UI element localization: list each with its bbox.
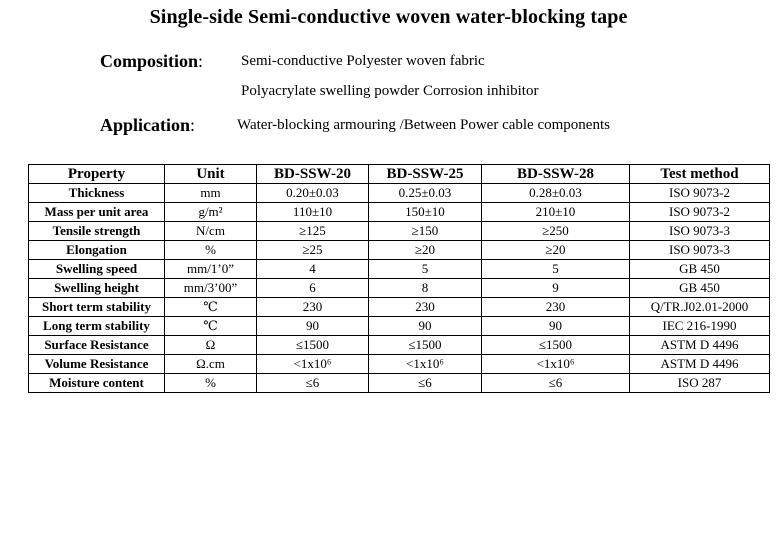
table-cell: IEC 216-1990 — [630, 317, 770, 336]
specification-table — [28, 164, 770, 393]
property-cell: Surface Resistance — [29, 336, 165, 355]
table-cell: ≤1500 — [369, 336, 482, 355]
table-cell: <1x10⁶ — [369, 355, 482, 374]
table-cell: ≥125 — [257, 222, 369, 241]
table-body — [29, 184, 770, 393]
application-colon: : — [190, 115, 196, 135]
composition-line-1: Semi-conductive Polyester woven fabric — [241, 53, 485, 69]
table-cell: ≤6 — [257, 374, 369, 393]
table-cell: ≤6 — [369, 374, 482, 393]
composition-line-2: Polyacrylate swelling powder Corrosion inhibitor — [241, 83, 539, 99]
property-cell: Volume Resistance — [29, 355, 165, 374]
column-header: BD-SSW-20 — [257, 165, 369, 184]
composition-colon: : — [198, 51, 204, 71]
table-cell: ISO 287 — [630, 374, 770, 393]
table-cell: N/cm — [165, 222, 257, 241]
table-row — [29, 203, 770, 222]
table-cell: 0.28±0.03 — [482, 184, 630, 203]
table-row — [29, 279, 770, 298]
composition-label-text: Composition — [100, 51, 199, 71]
table-cell: ASTM D 4496 — [630, 336, 770, 355]
composition-label — [100, 51, 203, 72]
table-row — [29, 298, 770, 317]
table-cell: 4 — [257, 260, 369, 279]
table-cell: 230 — [482, 298, 630, 317]
property-cell: Moisture content — [29, 374, 165, 393]
table-cell: ISO 9073-2 — [630, 184, 770, 203]
table-cell: 230 — [257, 298, 369, 317]
table-cell: ISO 9073-3 — [630, 241, 770, 260]
table-cell: g/m² — [165, 203, 257, 222]
table-cell: ≥250 — [482, 222, 630, 241]
table-cell: ≤1500 — [257, 336, 369, 355]
table-cell: 0.20±0.03 — [257, 184, 369, 203]
property-cell: Swelling speed — [29, 260, 165, 279]
table-cell: ≥20 — [482, 241, 630, 260]
table-cell: Ω — [165, 336, 257, 355]
application-value: Water-blocking armouring /Between Power cable components — [237, 117, 610, 133]
table-cell: GB 450 — [630, 260, 770, 279]
application-label — [100, 115, 195, 136]
column-header: BD-SSW-25 — [369, 165, 482, 184]
column-header: Test method — [630, 165, 770, 184]
property-cell: Elongation — [29, 241, 165, 260]
column-header: Unit — [165, 165, 257, 184]
table-cell: <1x10⁶ — [257, 355, 369, 374]
table-cell: mm/1’0” — [165, 260, 257, 279]
column-header: Property — [29, 165, 165, 184]
table-row — [29, 222, 770, 241]
table-row — [29, 241, 770, 260]
table-cell: 0.25±0.03 — [369, 184, 482, 203]
table-cell: ISO 9073-2 — [630, 203, 770, 222]
table-cell: 150±10 — [369, 203, 482, 222]
table-cell: 90 — [257, 317, 369, 336]
property-cell: Long term stability — [29, 317, 165, 336]
application-label-text: Application — [100, 115, 191, 135]
document-title: Single-side Semi-conductive woven water-blocking tape — [149, 6, 628, 28]
table-cell: mm — [165, 184, 257, 203]
table-header-row — [29, 165, 770, 184]
table-cell: 230 — [369, 298, 482, 317]
table-cell: 90 — [482, 317, 630, 336]
table-cell: ≤1500 — [482, 336, 630, 355]
table-cell: ≥20 — [369, 241, 482, 260]
table-cell: % — [165, 241, 257, 260]
table-cell: 9 — [482, 279, 630, 298]
table-cell: ℃ — [165, 298, 257, 317]
table-cell: ISO 9073-3 — [630, 222, 770, 241]
table-cell: 210±10 — [482, 203, 630, 222]
column-header: BD-SSW-28 — [482, 165, 630, 184]
table-cell: 5 — [482, 260, 630, 279]
table-cell: 90 — [369, 317, 482, 336]
table-cell: Q/TR.J02.01-2000 — [630, 298, 770, 317]
property-cell: Mass per unit area — [29, 203, 165, 222]
table-row — [29, 374, 770, 393]
property-cell: Short term stability — [29, 298, 165, 317]
table-cell: 110±10 — [257, 203, 369, 222]
table-cell: Ω.cm — [165, 355, 257, 374]
table-cell: ≥150 — [369, 222, 482, 241]
table-cell: <1x10⁶ — [482, 355, 630, 374]
table-row — [29, 317, 770, 336]
table-row — [29, 260, 770, 279]
table-cell: % — [165, 374, 257, 393]
table-cell: GB 450 — [630, 279, 770, 298]
property-cell: Swelling height — [29, 279, 165, 298]
table-cell: ASTM D 4496 — [630, 355, 770, 374]
table-cell: ≥25 — [257, 241, 369, 260]
property-cell: Thickness — [29, 184, 165, 203]
table-cell: mm/3’00” — [165, 279, 257, 298]
table-row — [29, 355, 770, 374]
table-row — [29, 336, 770, 355]
property-cell: Tensile strength — [29, 222, 165, 241]
table-cell: ℃ — [165, 317, 257, 336]
table-cell: 8 — [369, 279, 482, 298]
table-cell: ≤6 — [482, 374, 630, 393]
table-cell: 5 — [369, 260, 482, 279]
table-row — [29, 184, 770, 203]
table-cell: 6 — [257, 279, 369, 298]
